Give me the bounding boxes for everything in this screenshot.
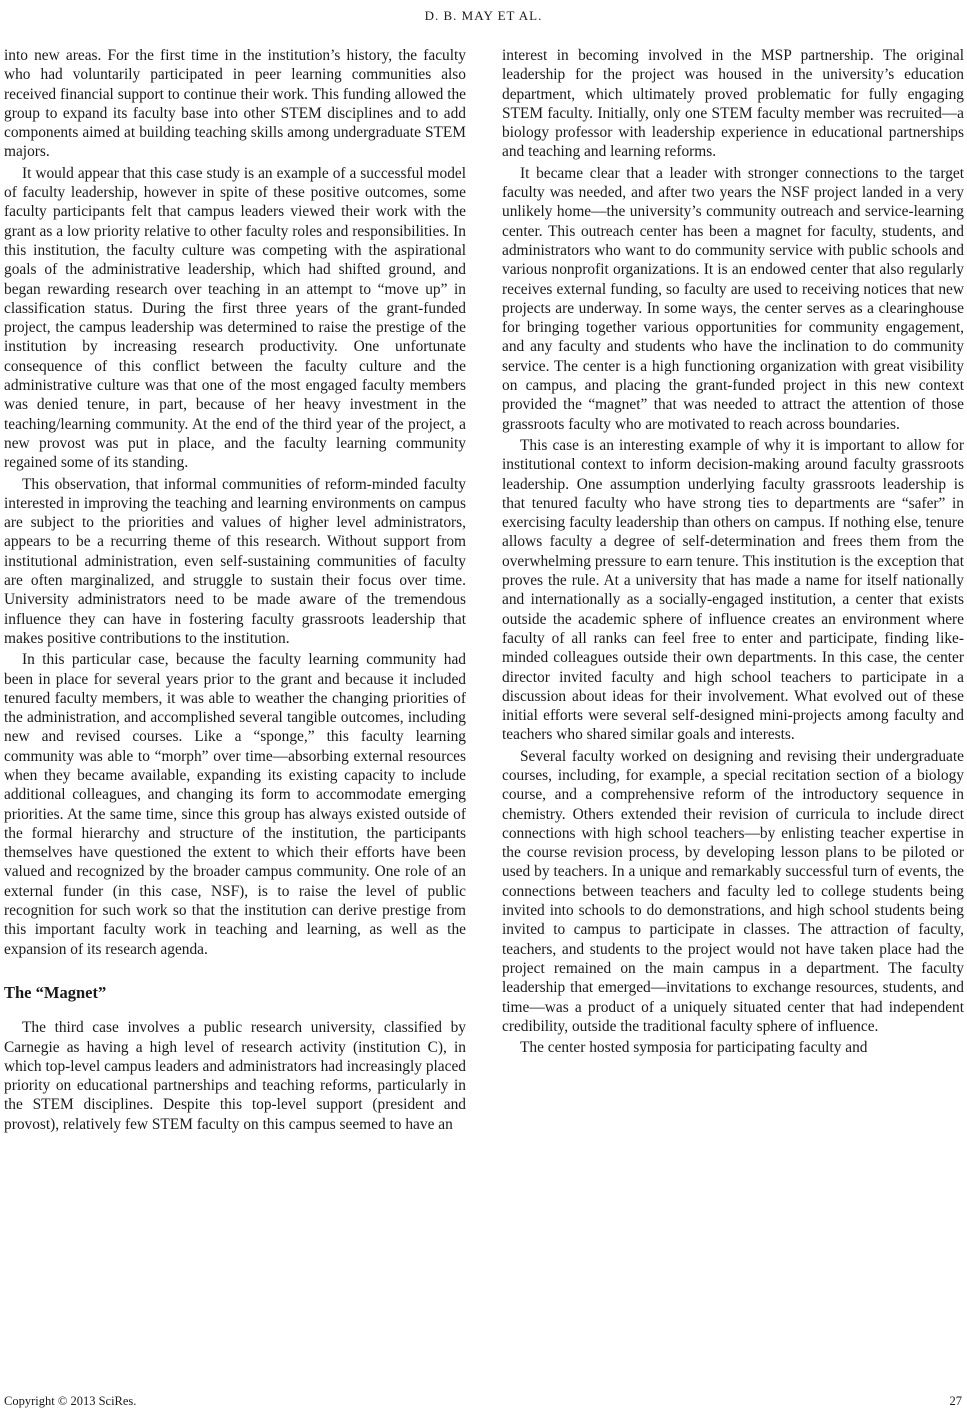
left-column	[4, 46, 466, 1134]
right-column	[502, 46, 964, 1057]
body-paragraph: This case is an interesting example of why it is important to allow for institutional context to inform decision-making around faculty grassroots leadership. One assumption underlying faculty grassroots leadership is that tenured faculty who have strong ties to departments are “safer” in exercising faculty leadership than others on campus. If nothing else, tenure allows faculty a degree of self-determination and frees them from the overwhelming pressure to earn tenure. This institution is the exception that proves the rule. At a university that has made a name for itself nationally and internationally as a socially-engaged institution, a center that exists outside the academic sphere of influence creates an environment where faculty of all ranks can feel free to enter and participate, finding like-minded colleagues outside their own departments. In this case, the center director invited faculty and high school teachers to participate in a discussion about ideas for their involvement. What evolved out of these initial efforts were several self-designed mini-projects among faculty and teachers who shared similar goals and interests.	[502, 436, 964, 744]
body-paragraph: interest in becoming involved in the MSP partnership. The original leadership for the project was housed in the university’s education department, which ultimately proved problematic for fully engaging STEM faculty. Initially, only one STEM faculty member was recruited—a biology professor with leadership experience in educational partnerships and teaching and learning reforms.	[502, 47, 964, 161]
body-paragraph: It would appear that this case study is an example of a successful model of faculty leadership, however in spite of these positive outcomes, some faculty participants felt that campus leaders viewed their work with the grant as a low priority relative to other faculty roles and responsibilities. In this institution, the faculty culture was competing with the aspirational goals of the administrative leadership, which had shifted ground, and began rewarding research over teaching in an attempt to “move up” in classification status. During the first three years of the grant-funded project, the campus leadership was determined to raise the prestige of the institution by increasing research productivity. One unfortunate consequence of this conflict between the faculty culture and the administrative culture was that one of the most engaged faculty members was denied tenure, in part, because of her heavy investment in the teaching/learning community. At the end of the third year of the project, a new provost was put in place, and the faculty learning community regained some of its standing.	[4, 164, 466, 472]
page-number: 27	[949, 1394, 962, 1408]
body-paragraph: In this particular case, because the faculty learning community had been in place for several years prior to the grant and because it included tenured faculty members, it was able to weather the changing priorities of the administration, and accomplished several tangible outcomes, including new and revised courses. Like a “sponge,” this faculty learning community was able to “morph” over time—absorbing external resources when they became available, expanding its existing capacity to include additional colleagues, and changing its form to accommodate emerging priorities. At the same time, since this group has always existed outside of the formal hierarchy and structure of the institution, the participants themselves have questioned the extent to which their efforts have been valued and recognized by the broader campus community. One role of an external funder (in this case, NSF), is to raise the level of public recognition for such work so that the institution can derive prestige from this important faculty work in teaching and learning, as well as the expansion of its research agenda.	[4, 651, 466, 958]
copyright-notice: Copyright © 2013 SciRes.	[4, 1394, 137, 1408]
body-paragraph: It became clear that a leader with stronger connections to the target faculty was needed, and after two years the NSF project landed in a very unlikely home—the university’s community outreach and service-learning center. This outreach center has been a magnet for faculty, students, and administrators who want to do community service with public schools and various nonprofit organizations. It is an endowed center that also regularly receives external funding, so faculty are used to receiving notices that new projects are underway. In some ways, the center serves as a clearinghouse for bringing together various opportunities for community engagement, and any faculty and students who have the inclination to do community service. The center is a high functioning organization with great visibility on campus, and placing the grant-funded project in this new context provided the “magnet” that was needed to attract the attention of those grassroots faculty who are motivated to reach across boundaries.	[502, 164, 964, 433]
running-head: D. B. MAY ET AL.	[424, 8, 543, 23]
body-paragraph: This observation, that informal communities of reform-minded faculty interested in improving the teaching and learning environments on campus are subject to the priorities and values of higher level administrators, appears to be a recurring theme of this research. Without support from institutional administration, even self-sustaining communities of faculty are often marginalized, and struggle to sustain their focus over time. University administrators need to be made aware of the tremendous influence they can have in fostering faculty grassroots leadership that makes positive contributions to the institution.	[4, 475, 466, 647]
body-paragraph: Several faculty worked on designing and revising their undergraduate courses, including, for example, a special recitation section of a biology course, and a comprehensive reform of the introductory sequence in chemistry. Others extended their revision of curricula to include direct connections with high school teachers—by enlisting teacher expertise in the course revision process, by developing lesson plans to be piloted or used by teachers. In a unique and remarkably successful turn of events, the connections between teachers and faculty led to college students being invited into schools to do demonstrations, and high school students being invited to campus to participate in classes. The attraction of faculty, teachers, and students to the project would not have taken place had the project remained on the main campus in a department. The faculty leadership that emerged—invitations to exchange resources, students, and time—was a product of a uniquely situated center that had independent credibility, outside the traditional faculty sphere of influence.	[502, 747, 964, 1035]
section-heading: The “Magnet”	[4, 982, 107, 1002]
body-paragraph: into new areas. For the first time in the institution’s history, the faculty who had voluntarily participated in peer learning communities also received financial support to continue their work. This funding allowed the group to expand its faculty base into other STEM disciplines and to add components aimed at building teaching skills among undergraduate STEM majors.	[4, 47, 466, 161]
body-paragraph: The center hosted symposia for participating faculty and	[520, 1039, 868, 1057]
body-paragraph: The third case involves a public research university, classified by Carnegie as having a high level of research activity (institution C), in which top-level campus leaders and administrators had increasingly placed priority on educational partnerships and teaching reforms, particularly in the STEM disciplines. Despite this top-level support (president and provost), relatively few STEM faculty on this campus seemed to have an	[4, 1019, 466, 1133]
